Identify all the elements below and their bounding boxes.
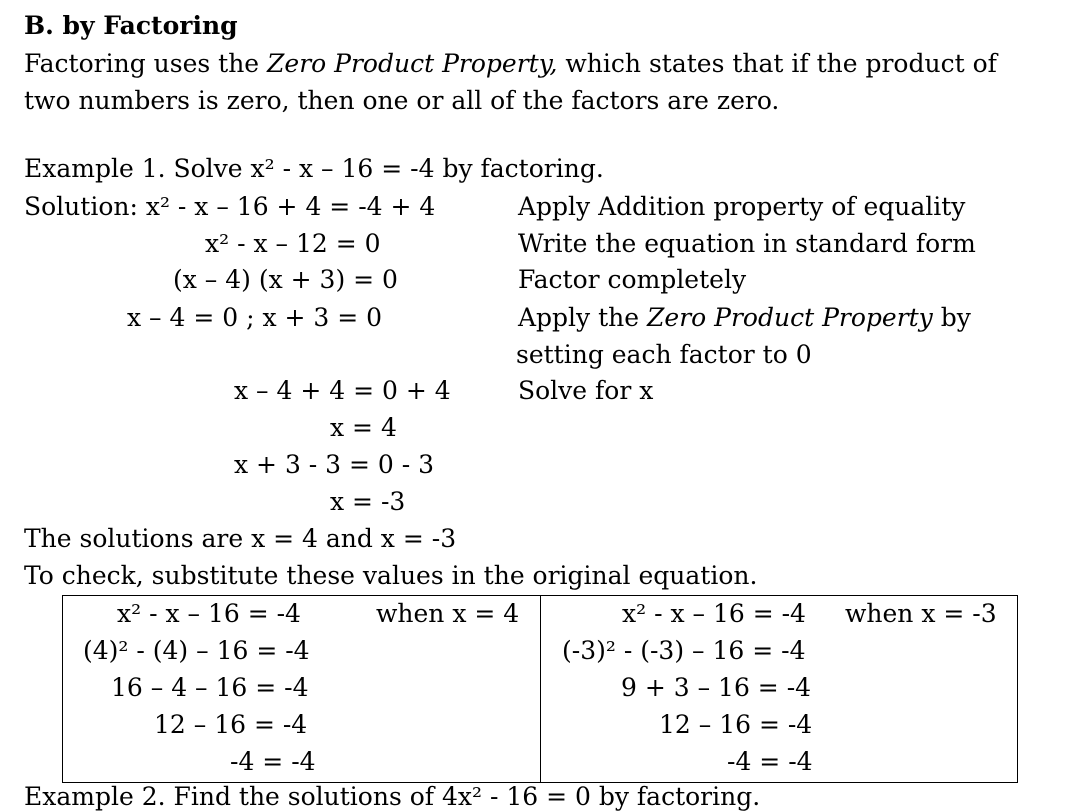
right-equation: x² - x – 16 = -4 [622,599,806,628]
right-line-4: -4 = -4 [727,747,813,776]
intro-line-2: two numbers is zero, then one or all of the factors are zero. [24,86,780,115]
left-line-2: 16 – 4 – 16 = -4 [111,673,309,702]
right-line-3: 12 – 16 = -4 [659,710,813,739]
right-condition: when x = -3 [845,599,997,628]
step-7: x + 3 - 3 = 0 - 3 [234,450,435,479]
step-3: (x – 4) (x + 3) = 0 [173,265,398,294]
intro-text-1: Factoring uses the [24,49,268,78]
table-divider [540,596,541,782]
intro-text-2: which states that if the product of [557,49,997,78]
right-line-2: 9 + 3 – 16 = -4 [621,673,812,702]
right-line-1: (-3)² - (-3) – 16 = -4 [562,636,806,665]
reason-5: Solve for x [518,376,654,405]
step-6: x = 4 [330,413,397,442]
step-2: x² - x – 12 = 0 [205,229,381,258]
solution-label: Solution: [24,192,146,221]
conclusion: The solutions are x = 4 and x = -3 [24,524,457,553]
check-intro: To check, substitute these values in the original equation. [24,561,758,590]
reason-4-text-a: Apply the [518,303,648,332]
left-line-3: 12 – 16 = -4 [154,710,308,739]
reason-4-emphasis: Zero Product Property [647,303,933,332]
check-table [62,595,1018,783]
example1-title: Example 1. Solve x² - x – 16 = -4 by factoring. [24,154,604,183]
section-heading: B. by Factoring [24,11,238,40]
reason-4-text-b: by [932,303,971,332]
example2-cut-off: Example 2. Find the solutions of 4x² - 16 = 0 by factoring. [24,782,761,811]
left-line-1: (4)² - (4) – 16 = -4 [83,636,310,665]
step-1: x² - x – 16 + 4 = -4 + 4 [145,192,436,221]
reason-3: Factor completely [518,265,747,294]
left-equation: x² - x – 16 = -4 [117,599,301,628]
reason-4 [518,303,971,333]
step-4: x – 4 = 0 ; x + 3 = 0 [127,303,383,332]
step-5: x – 4 + 4 = 0 + 4 [234,376,451,405]
reason-1: Apply Addition property of equality [518,192,966,221]
intro-emphasis: Zero Product Property, [267,49,558,78]
left-line-4: -4 = -4 [230,747,316,776]
reason-2: Write the equation in standard form [518,229,976,258]
step-8: x = -3 [330,487,406,516]
solution-line [24,192,435,222]
reason-4-line-2: setting each factor to 0 [516,340,812,369]
intro-line-1 [24,49,997,79]
left-condition: when x = 4 [376,599,520,628]
